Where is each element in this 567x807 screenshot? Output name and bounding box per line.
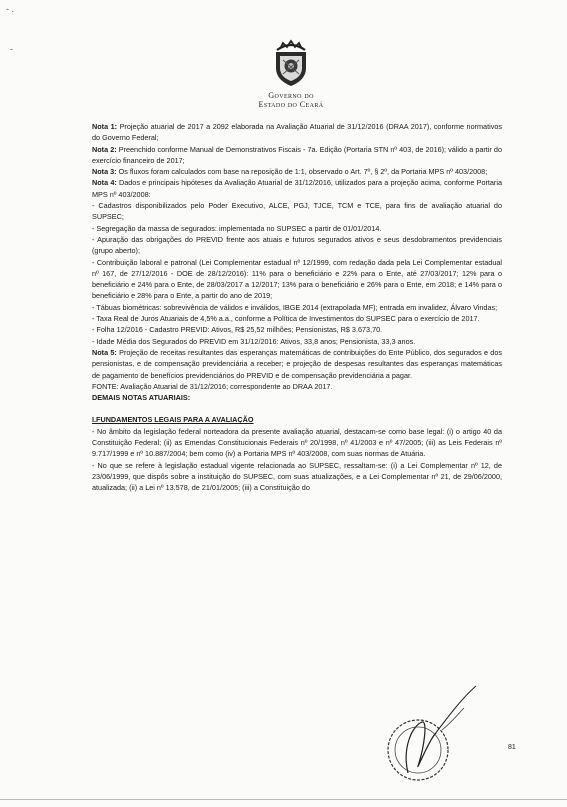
scan-mark: ‐ . xyxy=(6,4,14,14)
document-body xyxy=(92,121,502,494)
note-text: Projeção atuarial de 2017 a 2092 elaborada na Avaliação Atuarial de 31/12/2016 (DRAA 2017), conforme normativos do Governo Federal; xyxy=(92,122,502,143)
section-paragraph: - No âmbito da legislação federal norteadora da presente avaliação atuarial, destacam-se como base legal: (i) o artigo 40 da Constituição Federal; (ii) as Emendas Constitucionais Federais nº 20/1998, nº 41/2003 e nº 47/2005; (iii) as Leis Federais nº 9.717/1999 e nº 10.887/2004; bem como (iv) a Portaria MPS nº 403/2008, com suas normas de Atuária. xyxy=(92,426,502,459)
note-text: Dados e principais hipóteses da Avaliação Atuarial de 31/12/2016, utilizados para a projeção acima, conforme Portaria MPS nº 403/2008: xyxy=(92,178,502,199)
note-4 xyxy=(92,177,502,200)
other-notes-heading: DEMAIS NOTAS ATUARIAIS: xyxy=(92,393,191,403)
government-line-2: Estado do Ceará xyxy=(258,100,324,109)
assumption-item: - Segregação da massa de segurados: implementada no SUPSEC a partir de 01/01/2014. xyxy=(92,223,382,233)
note-3 xyxy=(92,166,502,177)
assumption-item: - Contribuição laboral e patronal (Lei Complementar estadual nº 12/1999, com redação dada pela Lei Complementar estadual nº 167, de 27/12/2016 - DOE de 28/12/2016): 11% para o beneficiário e 22% para o Ente, até 27/03/2017; 12% para o beneficiário e 24% para o Ente, de 28/03/2017 a 12/2017; 13% para o beneficiário e 26% para o Ente, em 2018; e 14% para o beneficiário e 28% para o Ente, a partir do ano de 2019; xyxy=(92,257,502,301)
note-label: Nota 3: xyxy=(92,167,117,177)
state-coat-of-arms-logo xyxy=(271,38,311,88)
page-number: 81 xyxy=(508,744,516,751)
assumption-item: - Idade Média dos Segurados do PREVID em 31/12/2016: Ativos, 33,8 anos; Pensionista, 33,3 anos. xyxy=(92,336,416,346)
note-label: Nota 2: xyxy=(92,144,117,154)
procuradoria-stamp-signature xyxy=(372,678,482,788)
assumption-item: - Apuração das obrigações do PREVID frente aos atuais e futuros segurados ativos e seus desdobramentos previdenciais (grupo aberto); xyxy=(92,234,502,256)
scan-mark: ‐ xyxy=(10,44,13,54)
section-title: I.FUNDAMENTOS LEGAIS PARA A AVALIAÇÃO xyxy=(92,415,254,425)
note-text: Projeção de receitas resultantes das esperanças matemáticas de contribuições do Ente Público, dos segurados e dos pensionistas, e de compensação previdenciária a receber; e projeção de despesas resultantes das esperanças matemáticas de pagamento de benefícios previdenciários do PREVID e de compensação previdenciária a pagar. xyxy=(92,347,502,380)
note-label: Nota 1: xyxy=(92,122,118,131)
note-text: Preenchido conforme Manual de Demonstrativos Fiscais - 7a. Edição (Portaria STN nº 403, de 2016); válido a partir do exercício financeiro de 2017; xyxy=(92,144,502,165)
government-line-1: Governo do xyxy=(268,91,314,100)
government-title xyxy=(231,91,351,109)
bottom-rule xyxy=(0,799,567,800)
source-line: FONTE: Avaliação Atuarial de 31/12/2016; correspondente ao DRAA 2017. xyxy=(92,381,333,391)
note-text: Os fluxos foram calculados com base na reposição de 1:1, observado o Art. 7º, § 2º, da Portaria MPS nº 403/2008; xyxy=(116,167,488,177)
assumption-item: - Folha 12/2016 - Cadastro PREVID: Ativos, R$ 25,52 milhões; Pensionistas, R$ 3.673,70. xyxy=(92,325,383,335)
note-label: Nota 5: xyxy=(92,347,117,357)
note-label: Nota 4: xyxy=(92,178,117,188)
assumption-item: - Cadastros disponibilizados pelo Poder Executivo, ALCE, PGJ, TJCE, TCM e TCE, para fins de avaliação atuarial do SUPSEC; xyxy=(92,201,502,222)
assumption-item: - Tábuas biométricas: sobrevivência de válidos e inválidos, IBGE 2014 (extrapolada MF); entrada em invalidez, Álvaro Vindas; xyxy=(92,302,498,312)
note-2 xyxy=(92,144,502,167)
section-paragraph: - No que se refere à legislação estadual vigente relacionada ao SUPSEC, ressaltam-se: (i) a Lei Complementar nº 12, de 23/06/1999, que dispôs sobre a instituição do SUPSEC, com suas atualizações, e a Lei Complementar nº 21, de 29/06/2000, atualizada; (ii) a Lei nº 13.578, de 21/01/2005; (iii) a Constituição do xyxy=(92,460,502,493)
note-5 xyxy=(92,347,502,381)
note-1 xyxy=(92,121,502,144)
assumption-item: - Taxa Real de Juros Atuariais de 4,5% a.a., conforme a Política de Investimentos do SUPSEC para o exercício de 2017. xyxy=(92,314,480,324)
